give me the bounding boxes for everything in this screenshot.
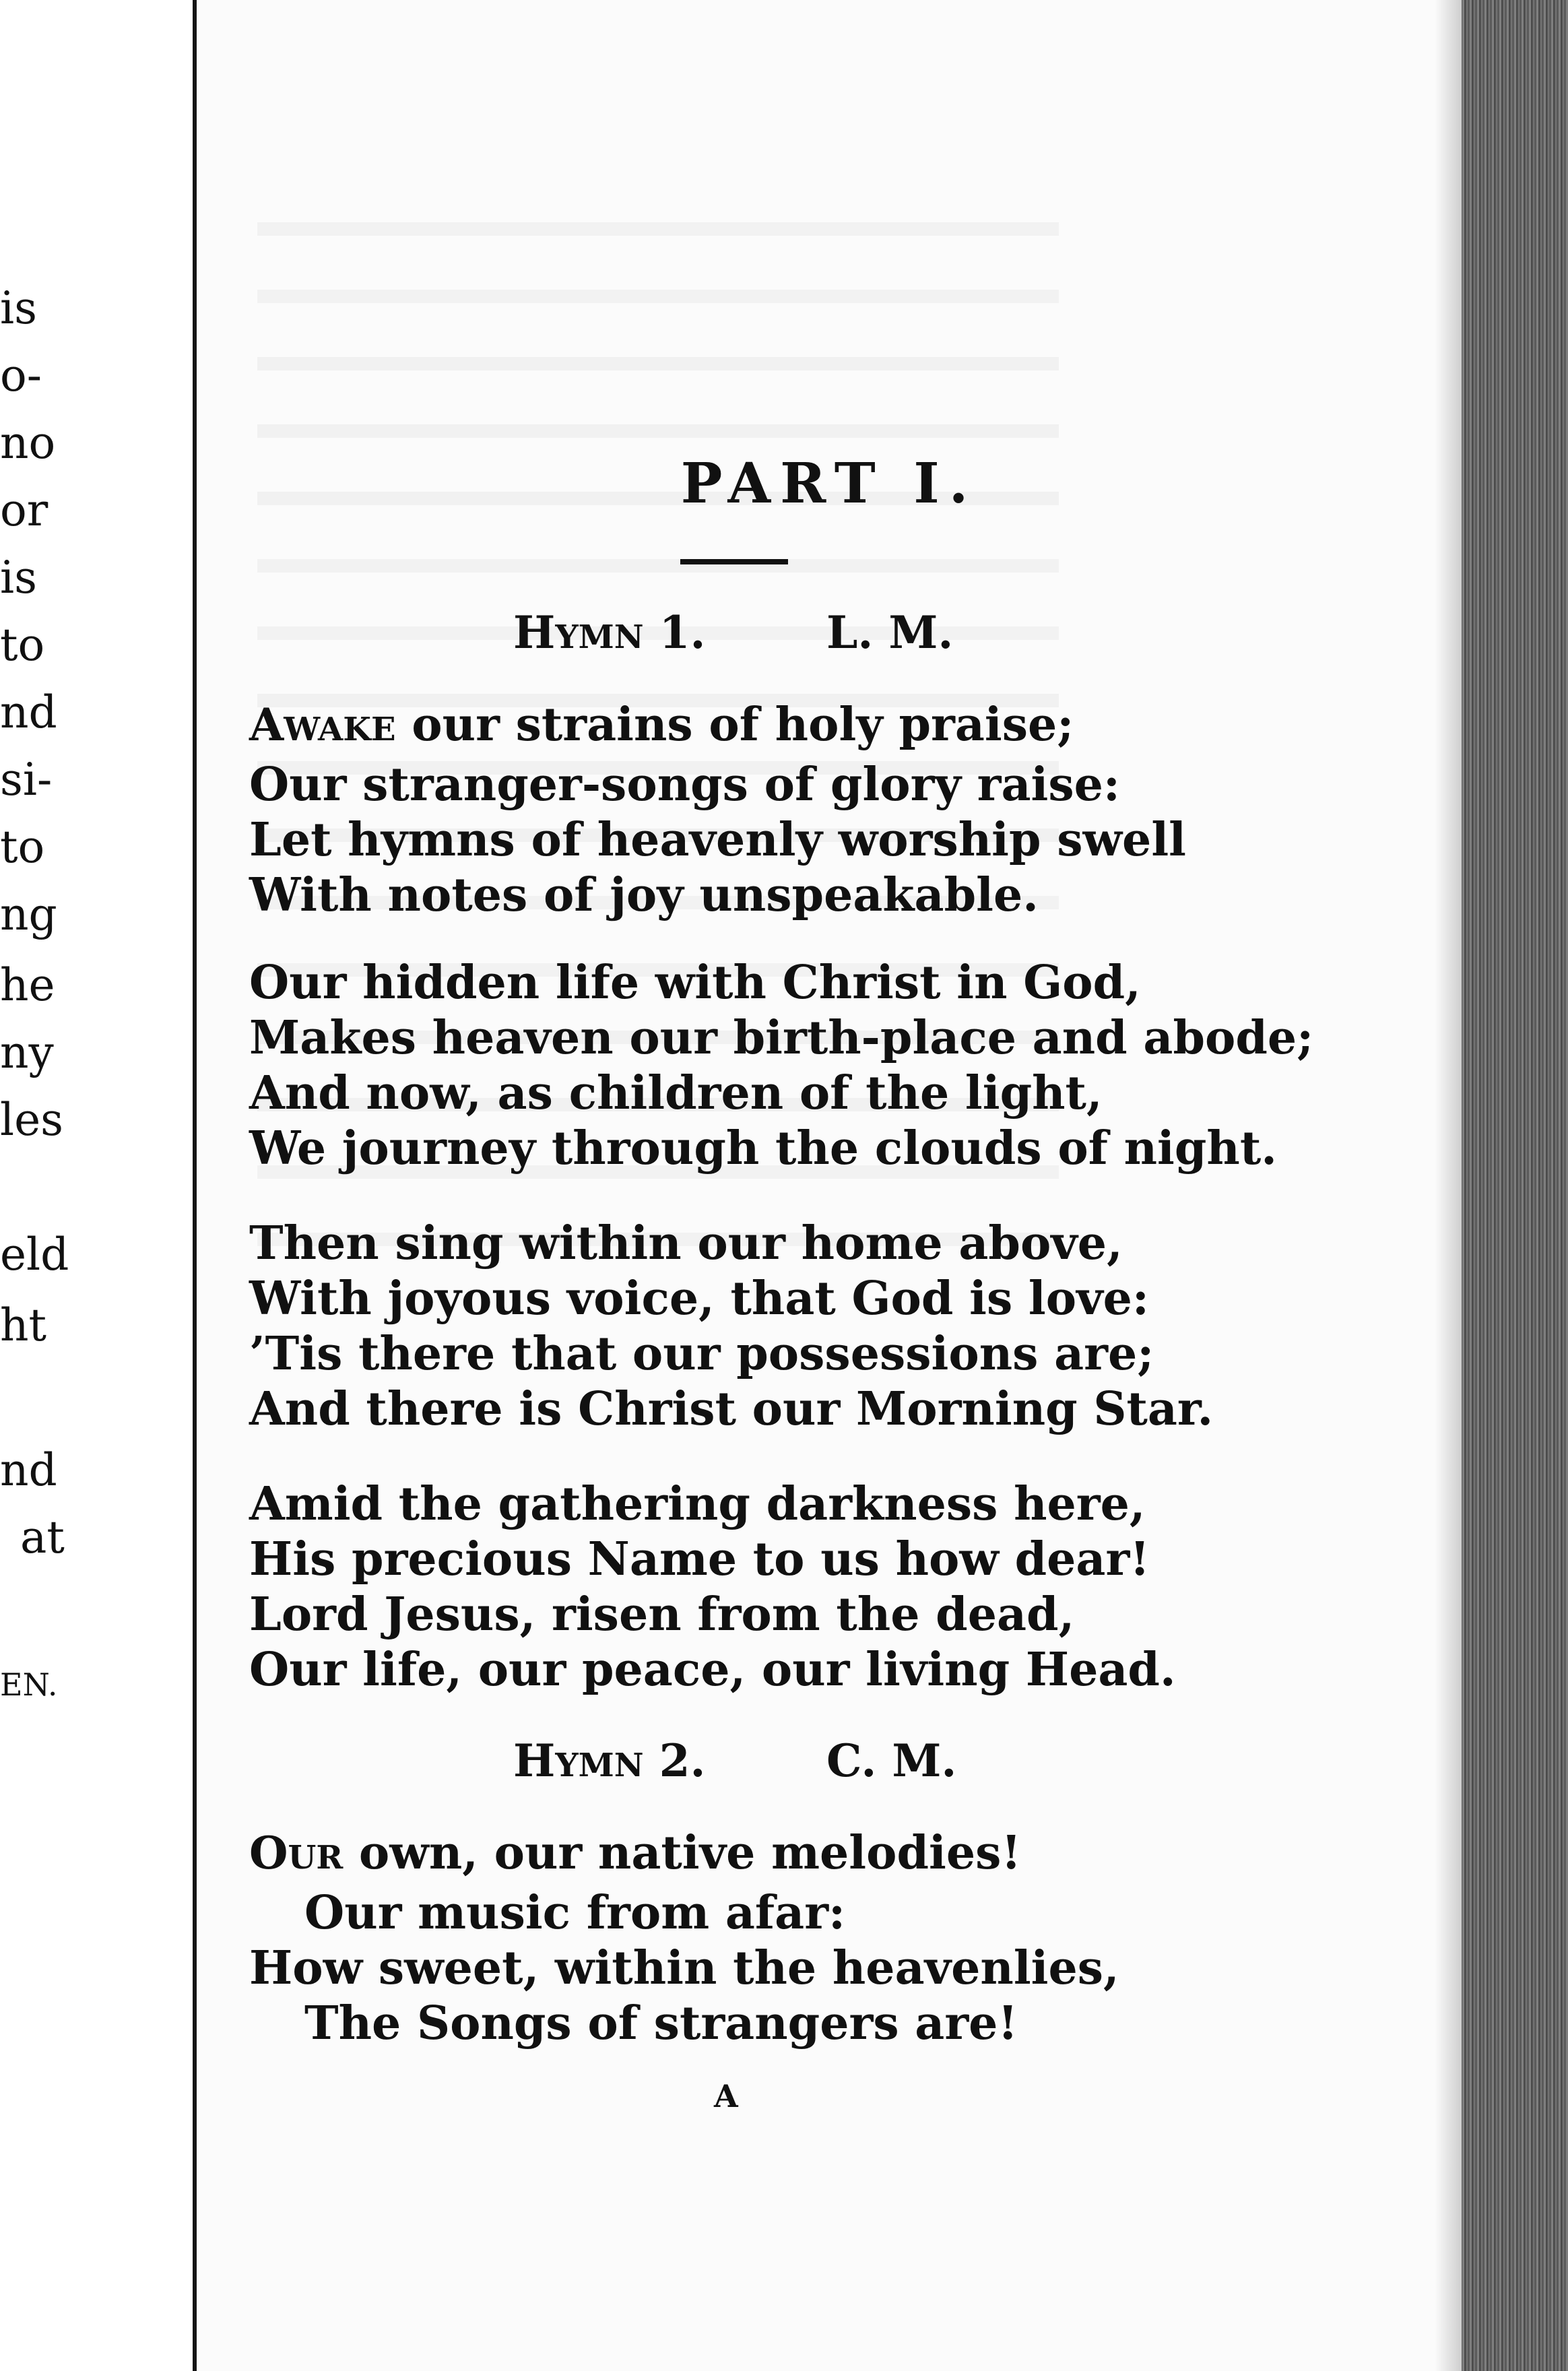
prev-page-fragment: les	[0, 1094, 64, 1146]
stanza	[249, 1216, 1213, 1437]
verse-line: Amid the gathering darkness here,	[249, 1477, 1146, 1531]
stanza	[249, 955, 1313, 1176]
verse-line: Our hidden life with Christ in God,	[249, 956, 1141, 1010]
page-curve-shadow	[1435, 0, 1462, 2371]
prev-page-fragment: ny	[0, 1027, 54, 1078]
prev-page-fragment: to	[0, 821, 45, 873]
prev-page-fragment: he	[0, 959, 55, 1011]
prev-page-fragment: is	[0, 282, 37, 334]
hymn-number: HYMN 1.	[513, 606, 706, 659]
verse-line: Makes heaven our birth-place and abode;	[249, 1011, 1314, 1065]
prev-page-fragment: to	[0, 619, 45, 671]
verse-line: Let hymns of heavenly worship swell	[249, 813, 1186, 867]
prev-page-fragment: eld	[0, 1229, 69, 1280]
verse-line: Lord Jesus, risen from the dead,	[249, 1588, 1075, 1642]
stanza	[249, 1825, 1119, 2051]
heading-rule	[680, 559, 788, 564]
verse-line: With joyous voice, that God is love:	[249, 1272, 1149, 1326]
hymn-meter: C. M.	[826, 1734, 957, 1787]
hymn-number: HYMN 2.	[513, 1734, 706, 1787]
prev-page-fragment: at	[20, 1512, 65, 1563]
prev-page-fragment: ng	[0, 888, 57, 940]
stanza	[249, 697, 1186, 923]
verse-line: Our music from afar:	[304, 1886, 846, 1940]
prev-page-fragment: nd	[0, 1444, 57, 1496]
verse-line: And there is Christ our Morning Star.	[249, 1382, 1214, 1436]
verse-line: OUR own, our native melodies!	[249, 1826, 1022, 1880]
prev-page-fragment: or	[0, 484, 48, 536]
prev-page-fragment: is	[0, 552, 37, 604]
part-title: PART I.	[680, 451, 978, 516]
prev-page-fragment: no	[0, 417, 56, 469]
prev-page-fragment: o-	[0, 350, 42, 401]
verse-line: We journey through the clouds of night.	[249, 1122, 1277, 1175]
verse-line: How sweet, within the heavenlies,	[249, 1941, 1119, 1995]
prev-page-fragment: ht	[0, 1299, 47, 1351]
book-page-edges	[1462, 0, 1568, 2371]
prev-page-fragment: nd	[0, 686, 57, 738]
previous-page-edge	[0, 0, 195, 2371]
verse-line: AWAKE our strains of holy praise;	[249, 698, 1074, 752]
verse-line: The Songs of strangers are!	[304, 1996, 1018, 2050]
verse-line: His precious Name to us how dear!	[249, 1532, 1150, 1586]
verse-line: Our life, our peace, our living Head.	[249, 1643, 1176, 1697]
prev-page-fragment: EN.	[0, 1666, 58, 1703]
hymn-meter: L. M.	[826, 606, 954, 659]
verse-line: With notes of joy unspeakable.	[249, 868, 1039, 922]
verse-line: Our stranger-songs of glory raise:	[249, 758, 1121, 812]
verse-line: ’Tis there that our possessions are;	[249, 1327, 1154, 1381]
stanza	[249, 1476, 1176, 1697]
verse-line: And now, as children of the light,	[249, 1066, 1103, 1120]
prev-page-fragment: si-	[0, 754, 53, 806]
verse-line: Then sing within our home above,	[249, 1216, 1123, 1270]
signature-mark: A	[714, 2078, 738, 2114]
